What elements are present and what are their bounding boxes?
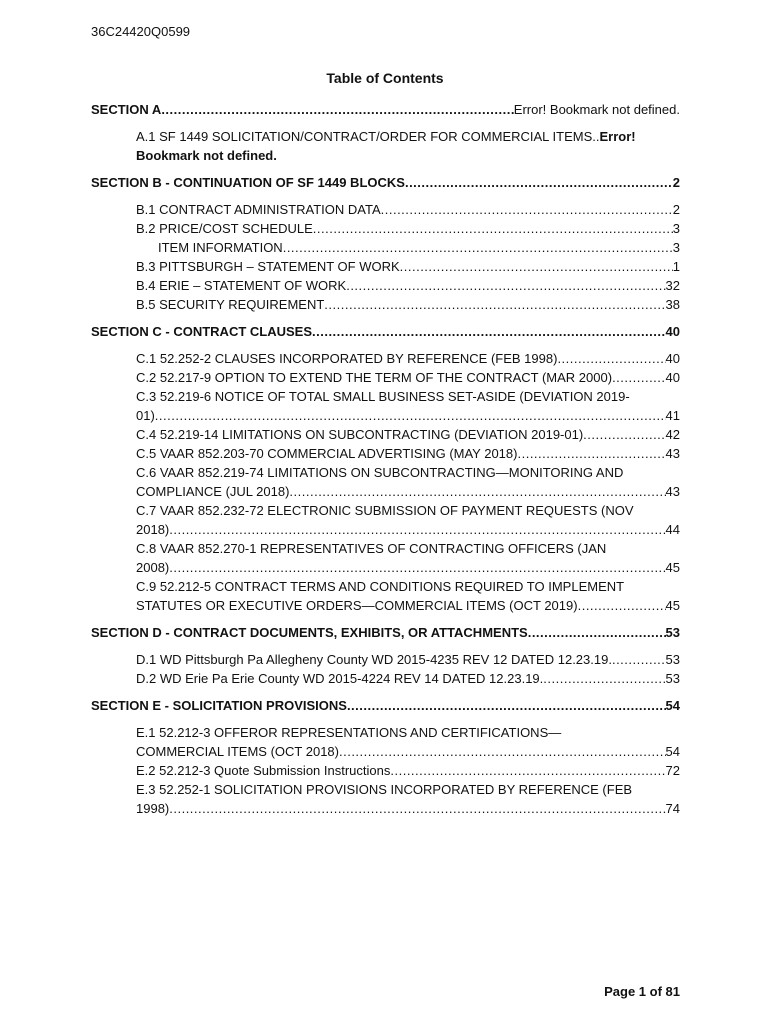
leader-dots	[346, 276, 665, 295]
toc-entry-page: 44	[665, 522, 680, 537]
toc-entry-page: 2	[672, 175, 680, 190]
leader-dots	[339, 742, 666, 761]
toc-entry-b2[interactable]	[91, 219, 680, 238]
leader-dots	[169, 520, 665, 539]
toc-entry-label: C.8 VAAR 852.270-1 REPRESENTATIVES OF CONTRACTING OFFICERS (JAN	[136, 541, 607, 556]
toc-entry-label-continued: STATUTES OR EXECUTIVE ORDERS—COMMERCIAL ITEMS (OCT 2019)	[136, 598, 578, 613]
toc-entry-page: 3	[672, 240, 680, 255]
toc-entry-section-c[interactable]	[91, 322, 680, 341]
toc-entry-e3[interactable]	[91, 780, 680, 818]
toc-entry-c2[interactable]	[91, 368, 680, 387]
toc-entry-page: 54	[665, 698, 680, 713]
leader-dots	[578, 596, 666, 615]
toc-entry-label: A.1 SF 1449 SOLICITATION/CONTRACT/ORDER FOR COMMERCIAL ITEMS..	[136, 129, 600, 144]
leader-dots	[289, 482, 665, 501]
leader-dots	[381, 200, 673, 219]
toc-entry-page: 43	[665, 484, 680, 499]
toc-entry-label: B.4 ERIE – STATEMENT OF WORK	[136, 278, 347, 293]
toc-entry-b2-item-information[interactable]	[91, 238, 680, 257]
toc-entry-page: 32	[665, 278, 680, 293]
toc-entry-label-continued: 2008)	[136, 560, 170, 575]
toc-entry-page: 40	[665, 370, 680, 385]
leader-dots	[612, 650, 666, 669]
toc-entry-c3[interactable]	[91, 387, 680, 425]
leader-dots	[324, 295, 665, 314]
toc-entry-label-continued: COMMERCIAL ITEMS (OCT 2018)	[136, 744, 339, 759]
toc-entry-label: B.3 PITTSBURGH – STATEMENT OF WORK	[136, 259, 400, 274]
toc-entry-label: C.1 52.252-2 CLAUSES INCORPORATED BY REFERENCE (FEB 1998)	[136, 351, 558, 366]
toc-entry-label: D.2 WD Erie Pa Erie County WD 2015-4224 REV 14 DATED 12.23.19.	[136, 671, 544, 686]
toc-entry-page: 43	[665, 446, 680, 461]
toc-entry-c8[interactable]	[91, 539, 680, 577]
toc-entry-label-continued: 2018)	[136, 522, 170, 537]
toc-entry-page: 72	[665, 763, 680, 778]
leader-dots	[400, 257, 673, 276]
toc-entry-label: B.5 SECURITY REQUIREMENT	[136, 297, 325, 312]
toc-entry-e1[interactable]	[91, 723, 680, 761]
toc-entry-page: Error!	[599, 129, 636, 144]
toc-entry-page: 1	[672, 259, 680, 274]
toc-entry-label: SECTION C - CONTRACT CLAUSES	[91, 324, 312, 339]
toc-entry-label: SECTION D - CONTRACT DOCUMENTS, EXHIBITS, OR ATTACHMENTS	[91, 625, 528, 640]
leader-dots	[543, 669, 665, 688]
leader-dots	[528, 623, 666, 642]
toc-title: Table of Contents	[326, 70, 444, 86]
toc-entry-section-b[interactable]	[91, 173, 680, 192]
toc-entry-label: D.1 WD Pittsburgh Pa Allegheny County WD 2015-4235 REV 12 DATED 12.23.19.	[136, 652, 612, 667]
toc-entry-label-continued: 01)	[136, 408, 155, 423]
leader-dots	[161, 100, 513, 119]
toc-entry-label: E.2 52.212-3 Quote Submission Instructions	[136, 763, 391, 778]
toc-entry-page: 40	[665, 351, 680, 366]
toc-entry-label: C.2 52.217-9 OPTION TO EXTEND THE TERM OF THE CONTRACT (MAR 2000)	[136, 370, 613, 385]
leader-dots	[169, 799, 665, 818]
toc-entry-page: 41	[665, 408, 680, 423]
toc-entry-page: Error! Bookmark not defined.	[513, 102, 680, 117]
toc-entry-a1[interactable]	[91, 127, 680, 165]
toc-entry-page: 45	[665, 560, 680, 575]
leader-dots	[390, 761, 665, 780]
toc-entry-label: SECTION A	[91, 102, 162, 117]
toc-entry-label: C.6 VAAR 852.219-74 LIMITATIONS ON SUBCONTRACTING—MONITORING AND	[136, 465, 624, 480]
toc-entry-e2[interactable]	[91, 761, 680, 780]
toc-entry-page: 54	[665, 744, 680, 759]
leader-dots	[612, 368, 665, 387]
page-number: Page 1 of 81	[604, 984, 680, 999]
toc-entry-page: 53	[665, 671, 680, 686]
leader-dots	[312, 322, 666, 341]
leader-dots	[557, 349, 665, 368]
toc-entry-d2[interactable]	[91, 669, 680, 688]
toc-entry-c5[interactable]	[91, 444, 680, 463]
toc-entry-page: 53	[665, 625, 680, 640]
toc-entry-label: E.1 52.212-3 OFFEROR REPRESENTATIONS AND CERTIFICATIONS—	[136, 725, 562, 740]
toc-entry-page-continued: Bookmark not defined.	[136, 148, 277, 163]
toc-entry-label-continued: COMPLIANCE (JUL 2018)	[136, 484, 290, 499]
leader-dots	[583, 425, 665, 444]
toc-entry-label: E.3 52.252-1 SOLICITATION PROVISIONS INCORPORATED BY REFERENCE (FEB	[136, 782, 633, 797]
leader-dots	[313, 219, 673, 238]
toc-entry-label: C.9 52.212-5 CONTRACT TERMS AND CONDITIONS REQUIRED TO IMPLEMENT	[136, 579, 625, 594]
toc-entry-label: B.1 CONTRACT ADMINISTRATION DATA	[136, 202, 381, 217]
toc-entry-page: 3	[672, 221, 680, 236]
toc-entry-label: C.5 VAAR 852.203-70 COMMERCIAL ADVERTISING (MAY 2018)	[136, 446, 518, 461]
leader-dots	[517, 444, 665, 463]
toc-entry-label: C.4 52.219-14 LIMITATIONS ON SUBCONTRACTING (DEVIATION 2019-01)	[136, 427, 584, 442]
toc-entry-page: 45	[665, 598, 680, 613]
toc-entry-label-continued: 1998)	[136, 801, 170, 816]
toc-entry-section-a[interactable]	[91, 100, 680, 119]
toc-entry-section-e[interactable]	[91, 696, 680, 715]
toc-entry-b3[interactable]	[91, 257, 680, 276]
toc-entry-label: SECTION B - CONTINUATION OF SF 1449 BLOCKS	[91, 175, 405, 190]
toc-entry-c9[interactable]	[91, 577, 680, 615]
toc-entry-label: C.7 VAAR 852.232-72 ELECTRONIC SUBMISSION OF PAYMENT REQUESTS (NOV	[136, 503, 634, 518]
document-id: 36C24420Q0599	[91, 24, 191, 39]
leader-dots	[283, 238, 673, 257]
toc-entry-label: ITEM INFORMATION	[158, 240, 283, 255]
toc-entry-page: 38	[665, 297, 680, 312]
leader-dots	[405, 173, 673, 192]
toc-entry-c4[interactable]	[91, 425, 680, 444]
toc-entry-label: SECTION E - SOLICITATION PROVISIONS	[91, 698, 347, 713]
leader-dots	[347, 696, 666, 715]
table-of-contents	[91, 100, 680, 818]
toc-entry-c7[interactable]	[91, 501, 680, 539]
toc-entry-label: C.3 52.219-6 NOTICE OF TOTAL SMALL BUSINESS SET-ASIDE (DEVIATION 2019-	[136, 389, 630, 404]
toc-entry-c6[interactable]	[91, 463, 680, 501]
toc-entry-b1[interactable]	[91, 200, 680, 219]
leader-dots	[169, 558, 665, 577]
toc-entry-page: 2	[672, 202, 680, 217]
toc-entry-page: 53	[665, 652, 680, 667]
toc-entry-label: B.2 PRICE/COST SCHEDULE	[136, 221, 313, 236]
toc-entry-d1[interactable]	[91, 650, 680, 669]
toc-entry-c1[interactable]	[91, 349, 680, 368]
leader-dots	[155, 406, 666, 425]
toc-entry-b4[interactable]	[91, 276, 680, 295]
toc-entry-page: 74	[665, 801, 680, 816]
toc-entry-section-d[interactable]	[91, 623, 680, 642]
toc-entry-page: 40	[665, 324, 680, 339]
toc-entry-page: 42	[665, 427, 680, 442]
toc-entry-b5[interactable]	[91, 295, 680, 314]
